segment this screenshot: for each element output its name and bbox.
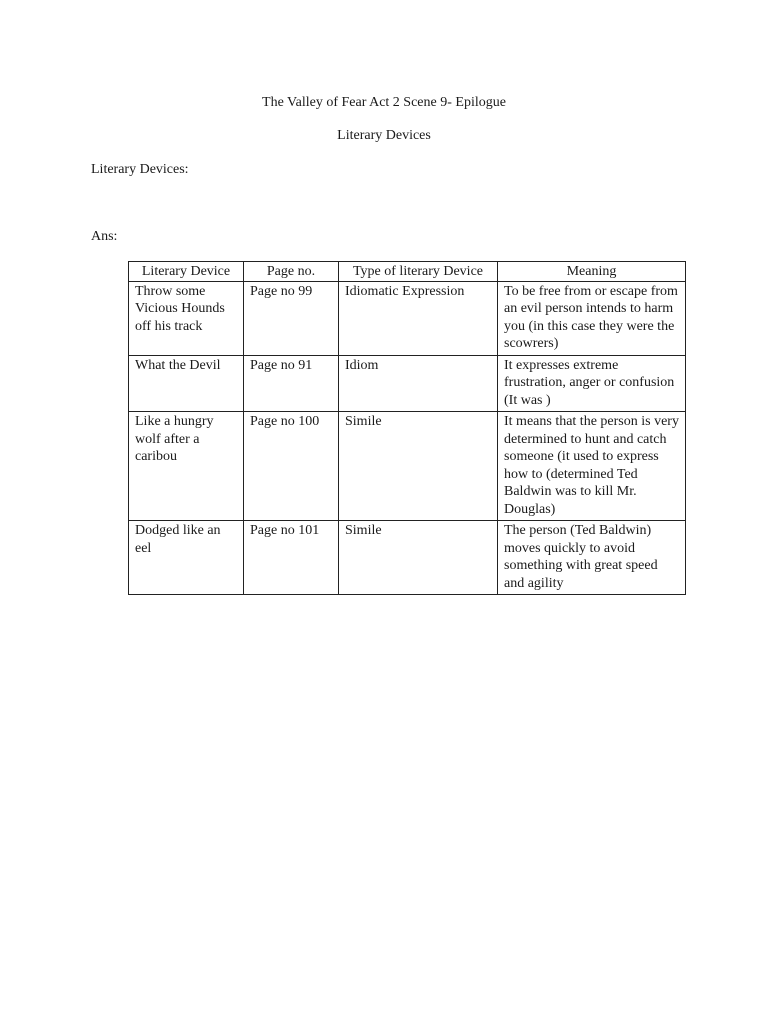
table-header-row [129,262,686,282]
cell-type: Idiomatic Expression [339,281,498,355]
header-meaning: Meaning [498,262,686,282]
cell-type: Simile [339,412,498,521]
table-row [129,412,686,521]
cell-type: Idiom [339,355,498,412]
cell-page: Page no 99 [244,281,339,355]
header-page-no: Page no. [244,262,339,282]
section-label: Literary Devices: [91,162,189,177]
header-literary-device: Literary Device [129,262,244,282]
table-row [129,281,686,355]
table-row [129,521,686,595]
cell-meaning: It means that the person is very determined to hunt and catch someone (it used to express how to (determined Ted Baldwin was to kill Mr. Douglas) [498,412,686,521]
cell-page: Page no 91 [244,355,339,412]
cell-device: Throw some Vicious Hounds off his track [129,281,244,355]
document-title: The Valley of Fear Act 2 Scene 9- Epilogue [262,95,506,110]
literary-devices-table [128,261,686,595]
table-row [129,355,686,412]
cell-meaning: It expresses extreme frustration, anger or confusion (It was ) [498,355,686,412]
header-type: Type of literary Device [339,262,498,282]
cell-device: Like a hungry wolf after a caribou [129,412,244,521]
cell-page: Page no 101 [244,521,339,595]
cell-device: What the Devil [129,355,244,412]
cell-device: Dodged like an eel [129,521,244,595]
cell-meaning: The person (Ted Baldwin) moves quickly to avoid something with great speed and agility [498,521,686,595]
answer-label: Ans: [91,229,118,244]
cell-meaning: To be free from or escape from an evil person intends to harm you (in this case they were the scowrers) [498,281,686,355]
document-subtitle: Literary Devices [337,128,431,143]
cell-type: Simile [339,521,498,595]
cell-page: Page no 100 [244,412,339,521]
